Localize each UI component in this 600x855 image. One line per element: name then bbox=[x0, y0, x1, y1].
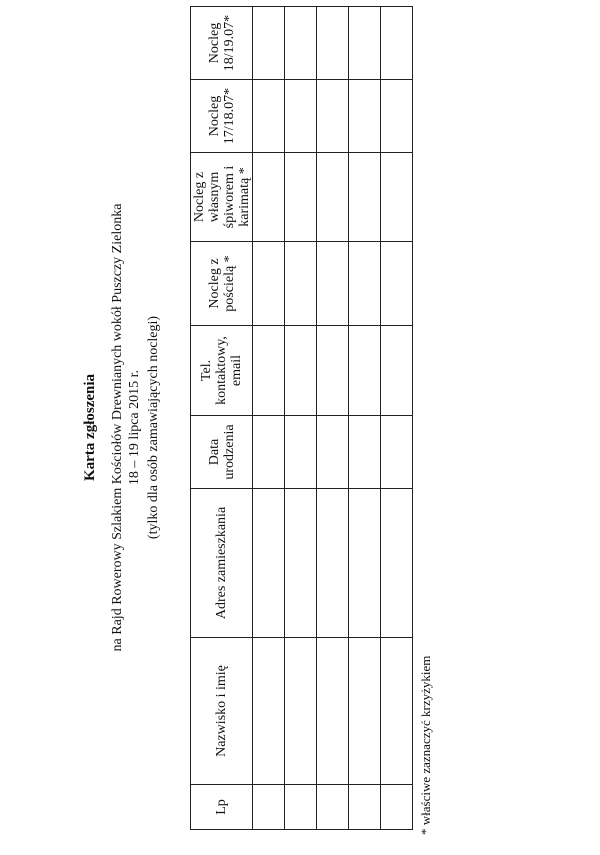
entry-cell[interactable] bbox=[285, 638, 317, 785]
entry-cell[interactable] bbox=[381, 242, 413, 326]
registration-table bbox=[190, 6, 413, 830]
entry-cell[interactable] bbox=[285, 489, 317, 638]
entry-cell[interactable] bbox=[253, 326, 285, 416]
entry-cell[interactable] bbox=[381, 638, 413, 785]
entry-cell[interactable] bbox=[317, 153, 349, 242]
entry-cell[interactable] bbox=[317, 7, 349, 80]
header-birth-date: Data urodzenia bbox=[191, 416, 253, 489]
entry-cell[interactable] bbox=[381, 7, 413, 80]
entry-cell[interactable] bbox=[253, 489, 285, 638]
entry-cell[interactable] bbox=[317, 242, 349, 326]
entry-cell[interactable] bbox=[253, 242, 285, 326]
form-subtitle: na Rajd Rowerowy Szlakiem Kościołów Drewnianych wokół Puszczy Zielonka bbox=[110, 203, 125, 652]
entry-cell[interactable] bbox=[349, 489, 381, 638]
entry-cell[interactable] bbox=[285, 785, 317, 830]
entry-cell[interactable] bbox=[285, 153, 317, 242]
entry-cell[interactable] bbox=[285, 242, 317, 326]
entry-cell[interactable] bbox=[317, 80, 349, 153]
entry-cell[interactable] bbox=[253, 153, 285, 242]
entry-cell[interactable] bbox=[349, 326, 381, 416]
entry-cell[interactable] bbox=[381, 785, 413, 830]
header-bedding: Nocleg z pościelą * bbox=[191, 242, 253, 326]
entry-cell[interactable] bbox=[349, 785, 381, 830]
entry-cell[interactable] bbox=[317, 638, 349, 785]
table-row bbox=[285, 7, 317, 830]
table-row bbox=[349, 7, 381, 830]
form-note: (tylko dla osób zamawiających noclegi) bbox=[146, 315, 161, 540]
entry-cell[interactable] bbox=[317, 489, 349, 638]
entry-cell[interactable] bbox=[285, 80, 317, 153]
entry-cell[interactable] bbox=[285, 416, 317, 489]
entry-cell[interactable] bbox=[285, 7, 317, 80]
entry-cell[interactable] bbox=[381, 489, 413, 638]
entry-cell[interactable] bbox=[349, 416, 381, 489]
entry-cell[interactable] bbox=[317, 326, 349, 416]
header-address: Adres zamieszkania bbox=[191, 489, 253, 638]
entry-cell[interactable] bbox=[349, 638, 381, 785]
header-name: Nazwisko i imię bbox=[191, 638, 253, 785]
header-night-2: Nocleg 18/19.07* bbox=[191, 7, 253, 80]
entry-cell[interactable] bbox=[349, 153, 381, 242]
footnote: * właściwe zaznaczyć krzyżykiem bbox=[418, 655, 433, 835]
table-row bbox=[253, 7, 285, 830]
table-row bbox=[317, 7, 349, 830]
form-title: Karta zgłoszenia bbox=[82, 373, 98, 482]
entry-cell[interactable] bbox=[253, 80, 285, 153]
entry-cell[interactable] bbox=[381, 326, 413, 416]
entry-cell[interactable] bbox=[317, 416, 349, 489]
entry-cell[interactable] bbox=[253, 638, 285, 785]
entry-cell[interactable] bbox=[381, 80, 413, 153]
entry-cell[interactable] bbox=[381, 153, 413, 242]
header-contact: Tel. kontaktowy, email bbox=[191, 326, 253, 416]
entry-cell[interactable] bbox=[349, 242, 381, 326]
entry-cell[interactable] bbox=[317, 785, 349, 830]
entry-cell[interactable] bbox=[253, 7, 285, 80]
header-lp: Lp bbox=[191, 785, 253, 830]
form-dates: 18 – 19 lipca 2015 r. bbox=[127, 369, 142, 486]
entry-cell[interactable] bbox=[349, 80, 381, 153]
entry-cell[interactable] bbox=[349, 7, 381, 80]
entry-cell[interactable] bbox=[381, 416, 413, 489]
entry-cell[interactable] bbox=[253, 785, 285, 830]
entry-cell[interactable] bbox=[285, 326, 317, 416]
header-sleeping-bag: Nocleg z własnym śpiworem i karimatą * bbox=[191, 153, 253, 242]
header-night-1: Nocleg 17/18.07* bbox=[191, 80, 253, 153]
entry-cell[interactable] bbox=[253, 416, 285, 489]
table-row bbox=[381, 7, 413, 830]
